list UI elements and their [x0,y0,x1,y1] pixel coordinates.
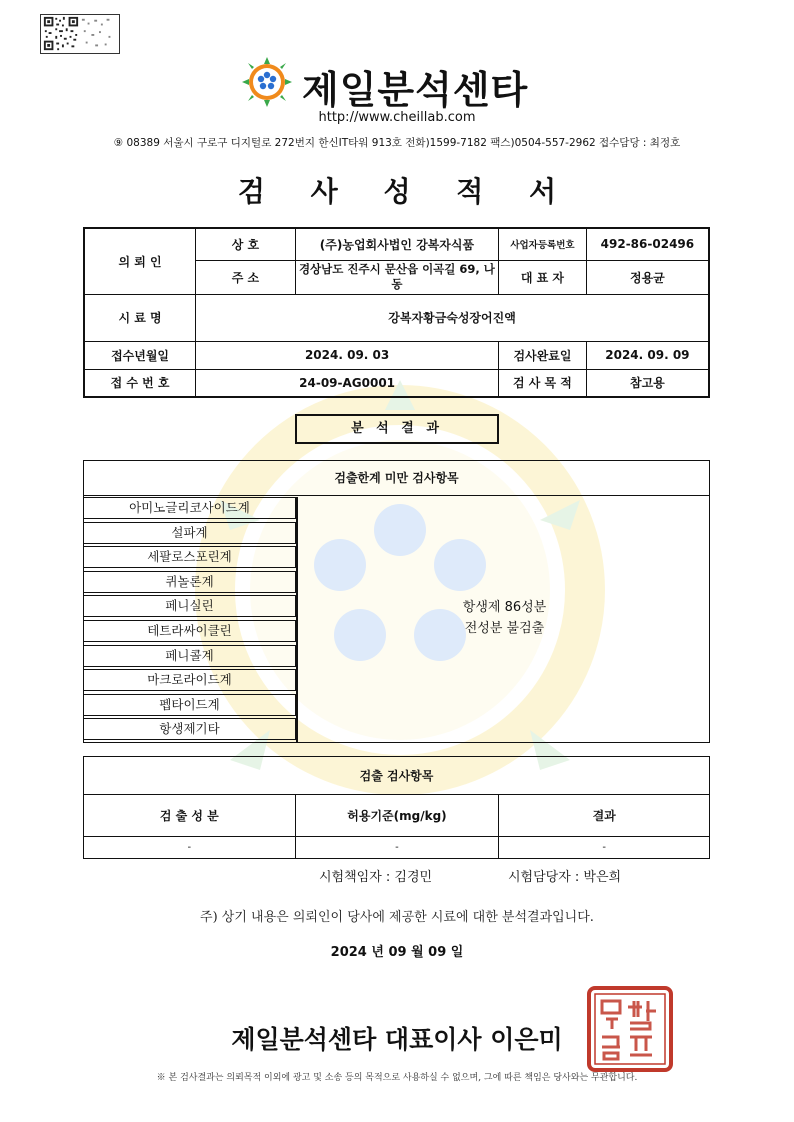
detected-header: 검출 검사항목 [84,757,710,795]
sample-label: 시 료 명 [84,294,196,341]
list-item: 세팔로스포린계 [84,546,296,568]
list-item: 마크로라이드계 [84,669,296,691]
col-header-component: 검 출 성 분 [84,795,296,837]
trade-name-label: 상 호 [196,228,296,260]
done-date-label: 검사완료일 [499,341,587,369]
company-seal-icon [586,985,674,1073]
list-item: 펩타이드계 [84,694,296,716]
table-cell: - [499,837,710,859]
client-info-table [83,227,710,398]
qr-code [40,14,120,54]
receipt-no-label: 접 수 번 호 [84,369,196,397]
rep-label: 대 표 자 [499,260,587,294]
result-line-1: 항생제 86성분 [462,600,547,615]
issue-date: 2024 년 09 월 09 일 [330,945,464,960]
table-cell: - [84,837,296,859]
col-header-limit: 허용기준(mg/kg) [295,795,499,837]
sample-name: 강복자황금숙성장어진액 [196,294,709,341]
company-url[interactable]: http://www.cheillab.com [318,110,476,125]
list-item: 페니콜계 [84,645,296,667]
rep-value: 정용균 [586,260,709,294]
list-item: 항생제기타 [84,718,296,740]
receipt-no-value: 24-09-AG0001 [196,369,499,397]
col-header-result: 결과 [499,795,710,837]
company-logo [240,55,570,110]
not-detected-list [84,497,298,743]
detected-table [83,756,710,859]
footnote: ※ 본 검사결과는 의뢰목적 이외에 광고 및 소송 등의 목적으로 사용하실 수 없으며, 그에 따른 책임은 당사와는 무관합니다. [156,1073,638,1083]
not-detected-section [83,460,710,743]
list-item: 아미노글리코사이드계 [84,497,296,519]
responsible-signer: 시험책임자 : 김경민 [319,870,433,885]
receipt-date-label: 접수년월일 [84,341,196,369]
table-cell: - [295,837,499,859]
logo-text: 제일분석센타 [302,68,529,112]
purpose-value: 참고용 [586,369,709,397]
receipt-date-value: 2024. 09. 03 [196,341,499,369]
logo-flower-icon [240,55,294,109]
ceo-signature-line: 제일분석센타 대표이사 이은미 [231,1025,563,1054]
document-title: 검 사 성 적 서 [237,175,575,208]
list-item: 테트라싸이클린 [84,620,296,642]
list-item: 페니실린 [84,595,296,617]
result-note: 주) 상기 내용은 의뢰인이 당사에 제공한 시료에 대한 분석결과입니다. [200,910,594,925]
not-detected-header: 검출한계 미만 검사항목 [84,461,709,496]
analysis-result-label: 분 석 결 과 [295,414,499,444]
address-label: 주 소 [196,260,296,294]
handler-signer: 시험담당자 : 박은희 [508,870,622,885]
trade-name-value: (주)농업회사법인 강복자식품 [295,228,498,260]
list-item: 설파계 [84,522,296,544]
not-detected-result [298,597,711,639]
done-date-value: 2024. 09. 09 [586,341,709,369]
result-line-2: 전성분 불검출 [464,621,545,636]
client-label: 의 뢰 인 [84,228,196,294]
biz-no-label: 사업자등록번호 [499,228,587,260]
list-item: 퀴놀론계 [84,571,296,593]
company-address: ⑨ 08389 서울시 구로구 디지털로 272번지 한신IT타워 913호 전화)1599-7182 팩스)0504-557-2962 접수담당 : 최정호 [113,137,681,149]
biz-no-value: 492-86-02496 [586,228,709,260]
address-value: 경상남도 진주시 문산읍 이곡길 69, 나동 [295,260,498,294]
purpose-label: 검 사 목 적 [499,369,587,397]
